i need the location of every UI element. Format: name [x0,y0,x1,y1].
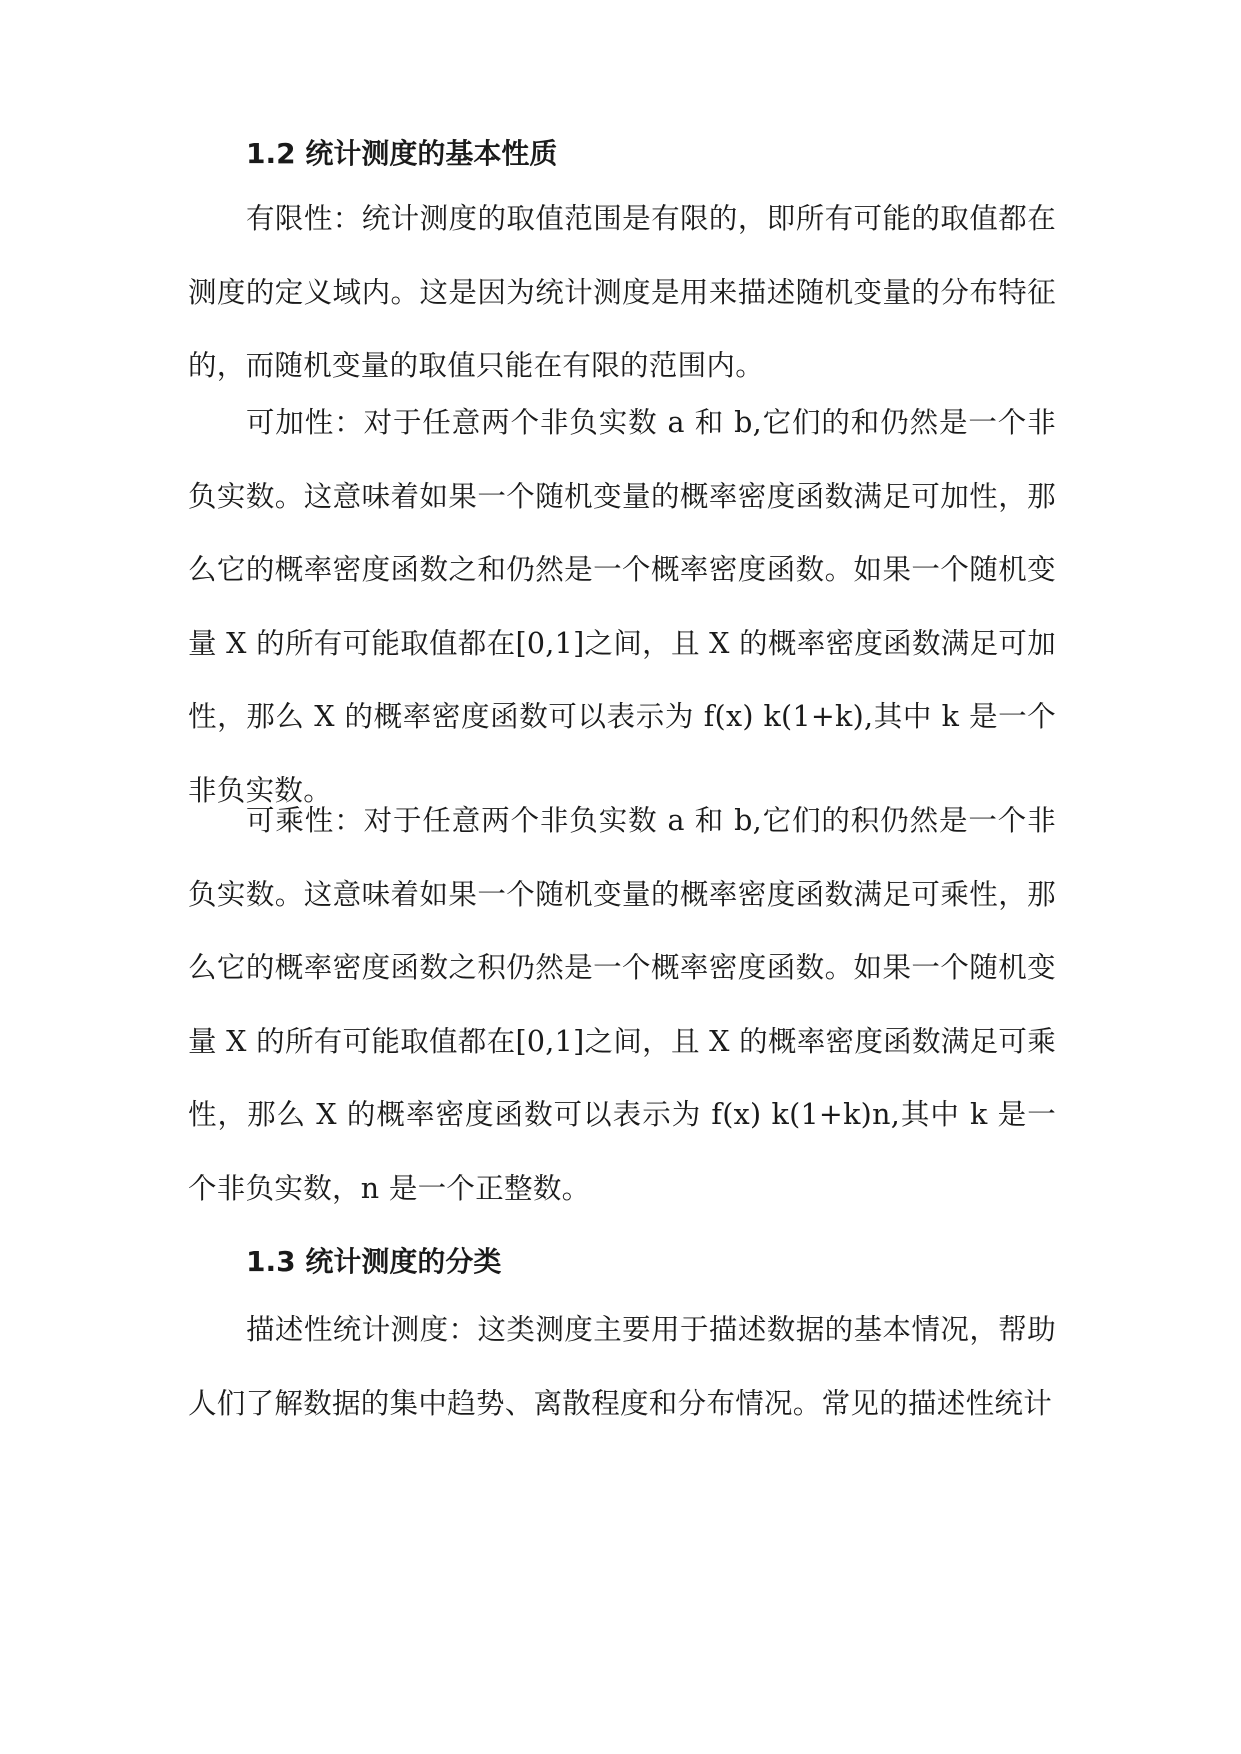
paragraph-additivity: 可加性：对于任意两个非负实数 a 和 b,它们的和仍然是一个非负实数。这意味着如果一个随机变量的概率密度函数满足可加性，那么它的概率密度函数之和仍然是一个概率密度函数。如果一个随机变量 X 的所有可能取值都在[0,1]之间，且 X 的概率密度函数满足可加性，那么 X 的概率密度函数可以表示为 f(x) k(1+k),其中 k 是一个非负实数。 [188,406,1056,807]
section-heading-1-2: 1.2 统计测度的基本性质 [246,137,558,170]
paragraph-finiteness: 有限性：统计测度的取值范围是有限的，即所有可能的取值都在测度的定义域内。这是因为统计测度是用来描述随机变量的分布特征的，而随机变量的取值只能在有限的范围内。 [188,202,1056,382]
paragraph-descriptive-statistics: 描述性统计测度：这类测度主要用于描述数据的基本情况，帮助人们了解数据的集中趋势、离散程度和分布情况。常见的描述性统计 [188,1313,1056,1420]
paragraph-multiplicativity: 可乘性：对于任意两个非负实数 a 和 b,它们的积仍然是一个非负实数。这意味着如果一个随机变量的概率密度函数满足可乘性，那么它的概率密度函数之积仍然是一个概率密度函数。如果一个随机变量 X 的所有可能取值都在[0,1]之间，且 X 的概率密度函数满足可乘性，那么 X 的概率密度函数可以表示为 f(x) k(1+k)n,其中 k 是一个非负实数，n 是一个正整数。 [188,804,1056,1205]
section-heading-1-3: 1.3 统计测度的分类 [246,1245,502,1278]
